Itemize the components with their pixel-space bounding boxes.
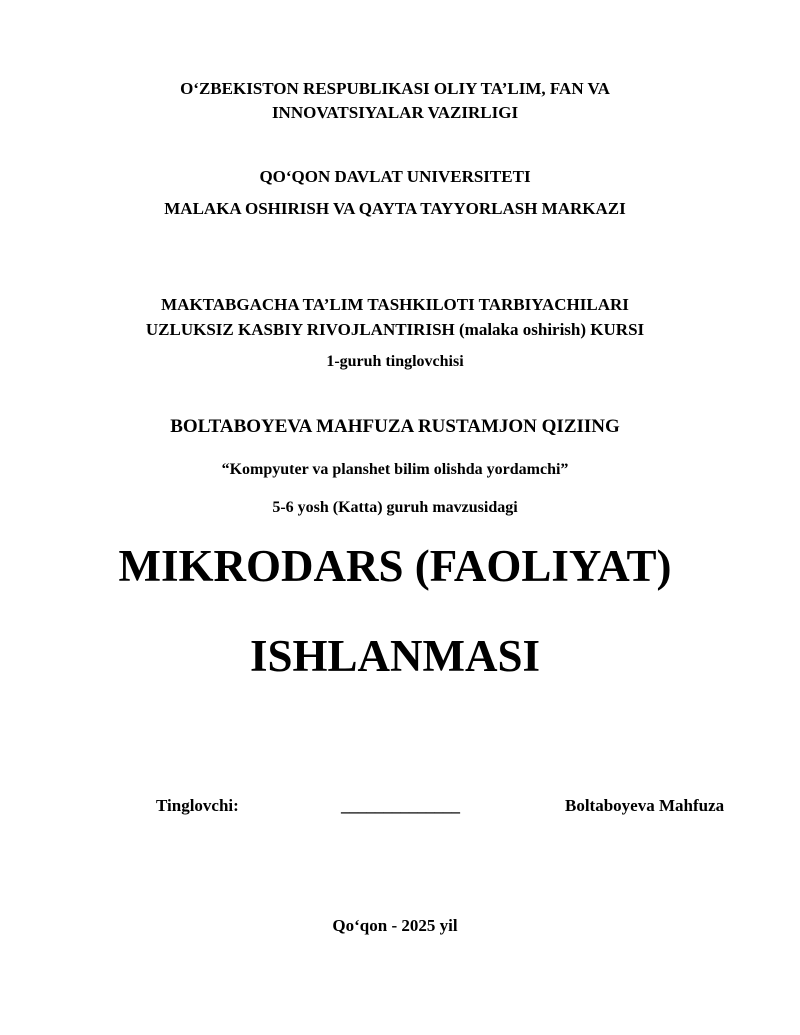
university-name: QO‘QON DAVLAT UNIVERSITETI — [259, 167, 531, 186]
course-line-2: UZLUKSIZ KASBIY RIVOJLANTIRISH (malaka oshirish) KURSI — [145, 320, 645, 339]
topic-title: “Kompyuter va planshet bilim olishda yordamchi” — [221, 461, 569, 478]
ministry-line-2: INNOVATSIYALAR VAZIRLIGI — [271, 103, 519, 122]
age-group-line: 5-6 yosh (Katta) guruh mavzusidagi — [272, 499, 518, 516]
training-center-name: MALAKA OSHIRISH VA QAYTA TAYYORLASH MARKAZI — [164, 199, 626, 218]
author-full-name: BOLTABOYEVA MAHFUZA RUSTAMJON QIZIING — [170, 416, 620, 437]
signature-blank-line: ______________ — [341, 796, 460, 815]
signature-name: Boltaboyeva Mahfuza — [565, 796, 725, 815]
course-line-1: MAKTABGACHA TA’LIM TASHKILOTI TARBIYACHILARI — [161, 295, 629, 314]
main-title-line-2: ISHLANMASI — [249, 631, 541, 681]
main-title-line-1: MIKRODARS (FAOLIYAT) — [118, 541, 672, 591]
footer-place-year: Qo‘qon - 2025 yil — [332, 916, 458, 935]
ministry-line-1: O‘ZBEKISTON RESPUBLIKASI OLIY TA’LIM, FAN VA — [180, 79, 610, 98]
signature-label: Tinglovchi: — [156, 796, 239, 815]
group-label: 1-guruh tinglovchisi — [326, 353, 464, 370]
